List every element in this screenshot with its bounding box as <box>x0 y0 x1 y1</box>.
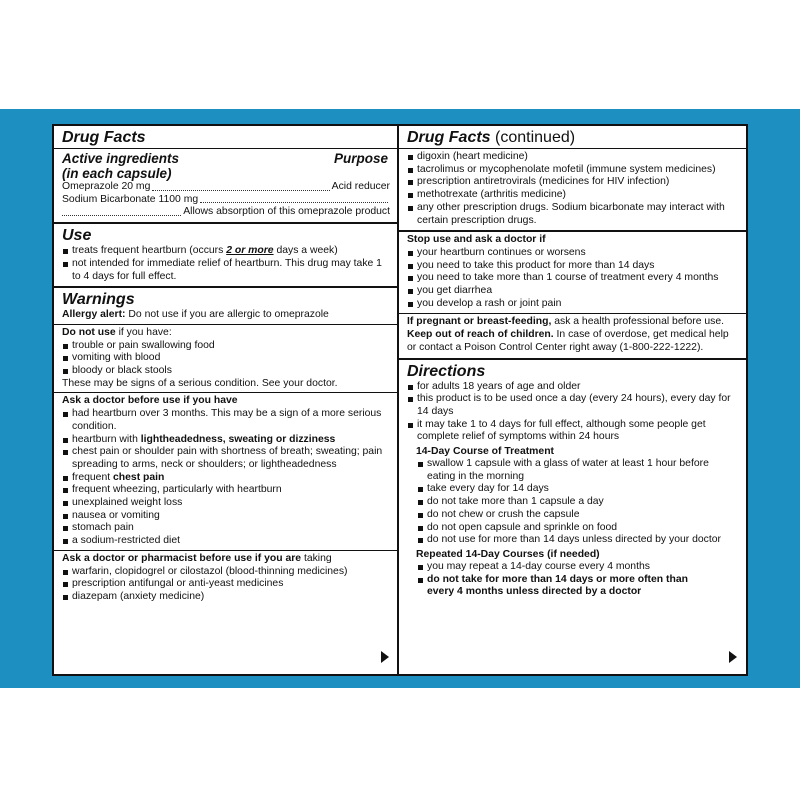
purpose-heading: Purpose <box>333 151 388 166</box>
use-section <box>54 224 397 288</box>
list-item: heartburn with lightheadedness, sweating or dizziness <box>62 434 390 447</box>
active-ingredients-subheading: (in each capsule) <box>62 166 172 181</box>
list-item: frequent chest pain <box>62 472 390 485</box>
list-item: unexplained weight loss <box>62 497 390 510</box>
keep-out-of-reach-note: Keep out of reach of children. In case of overdose, get medical help or contact a Poison Control Center right away (1-800-222-1222). <box>407 329 729 353</box>
ask-pharmacist-heading: Ask a doctor or pharmacist before use if you are taking <box>62 552 332 564</box>
list-item: you develop a rash or joint pain <box>407 298 739 311</box>
list-item: bloody or black stools <box>62 365 390 378</box>
continued-section <box>399 126 746 232</box>
list-item: you may repeat a 14-day course every 4 months <box>417 561 739 574</box>
ingredient-2-purpose: Allows absorption of this omeprazole product <box>183 206 390 218</box>
list-item: prescription antiretrovirals (medicines for HIV infection) <box>407 176 739 189</box>
drug-facts-left-panel <box>52 124 399 676</box>
directions-title: Directions <box>407 362 486 380</box>
active-ingredients-section <box>54 126 397 224</box>
ingredient-1-name: Omeprazole 20 mg <box>62 181 151 192</box>
list-item: nausea or vomiting <box>62 510 390 523</box>
list-item: frequent wheezing, particularly with heartburn <box>62 484 390 497</box>
stop-use-heading: Stop use and ask a doctor if <box>407 234 546 246</box>
list-item: swallow 1 capsule with a glass of water at least 1 hour before eating in the morning <box>417 458 739 483</box>
drug-facts-continued-title: Drug Facts (continued) <box>399 128 746 149</box>
ingredient-2-name: Sodium Bicarbonate 1100 mg <box>62 193 199 205</box>
list-item: do not chew or crush the capsule <box>417 509 739 522</box>
list-item: stomach pain <box>62 522 390 535</box>
continue-arrow-icon <box>381 651 389 663</box>
list-item: you need to take this product for more than 14 days <box>407 260 739 273</box>
continue-arrow-icon <box>729 651 737 663</box>
drug-facts-title: Drug Facts <box>54 128 397 149</box>
list-item: not intended for immediate relief of heartburn. This drug may take 1 to 4 days for full effect. <box>62 258 390 283</box>
list-item: tacrolimus or mycophenolate mofetil (immune system medicines) <box>407 164 739 177</box>
pregnancy-note: If pregnant or breast-feeding, ask a health professional before use. <box>407 316 725 328</box>
do-not-use-heading: Do not use if you have: <box>62 326 172 338</box>
list-item: warfarin, clopidogrel or cilostazol (blood-thinning medicines) <box>62 566 390 579</box>
list-item: take every day for 14 days <box>417 483 739 496</box>
serious-condition-note: These may be signs of a serious condition. See your doctor. <box>62 377 338 389</box>
directions-section <box>399 360 746 603</box>
drug-facts-right-panel <box>399 124 748 676</box>
list-item: it may take 1 to 4 days for full effect, although some people get complete relief of symptoms within 24 hours <box>407 419 739 444</box>
ask-doctor-heading: Ask a doctor before use if you have <box>62 395 238 407</box>
list-item: you need to take more than 1 course of treatment every 4 months <box>407 272 739 285</box>
list-item: any other prescription drugs. Sodium bicarbonate may interact with certain prescription drugs. <box>407 202 739 227</box>
allergy-alert: Allergy alert: Do not use if you are allergic to omeprazole <box>62 309 329 321</box>
stop-use-section <box>399 232 746 314</box>
list-item: do not open capsule and sprinkle on food <box>417 522 739 535</box>
active-ingredients-heading: Active ingredients <box>62 151 180 166</box>
use-title: Use <box>62 227 92 245</box>
list-item: digoxin (heart medicine) <box>407 151 739 164</box>
list-item: methotrexate (arthritis medicine) <box>407 189 739 202</box>
list-item: vomiting with blood <box>62 352 390 365</box>
ingredient-1-purpose: Acid reducer <box>331 181 390 192</box>
list-item: prescription antifungal or anti-yeast medicines <box>62 578 390 591</box>
warnings-section <box>54 288 397 606</box>
pregnancy-section <box>399 314 746 359</box>
list-item: do not use for more than 14 days unless directed by your doctor <box>417 534 739 547</box>
warnings-title: Warnings <box>62 291 135 309</box>
repeat-heading: Repeated 14-Day Courses (if needed) <box>416 548 600 560</box>
list-item: this product is to be used once a day (every 24 hours), every day for 14 days <box>407 393 739 418</box>
course-heading: 14-Day Course of Treatment <box>416 446 555 458</box>
list-item: do not take more than 1 capsule a day <box>417 496 739 509</box>
list-item: chest pain or shoulder pain with shortness of breath; sweating; pain spreading to arms, neck or shoulders; or lightheadedness <box>62 446 390 471</box>
list-item: for adults 18 years of age and older <box>407 381 739 394</box>
list-item: treats frequent heartburn (occurs 2 or more days a week) <box>62 245 390 258</box>
list-item: do not take for more than 14 days or more often than every 4 months unless directed by a doctor <box>417 574 739 599</box>
list-item: had heartburn over 3 months. This may be a sign of a more serious condition. <box>62 408 390 433</box>
list-item: your heartburn continues or worsens <box>407 247 739 260</box>
list-item: a sodium-restricted diet <box>62 535 390 548</box>
list-item: you get diarrhea <box>407 285 739 298</box>
list-item: diazepam (anxiety medicine) <box>62 591 390 604</box>
list-item: trouble or pain swallowing food <box>62 340 390 353</box>
